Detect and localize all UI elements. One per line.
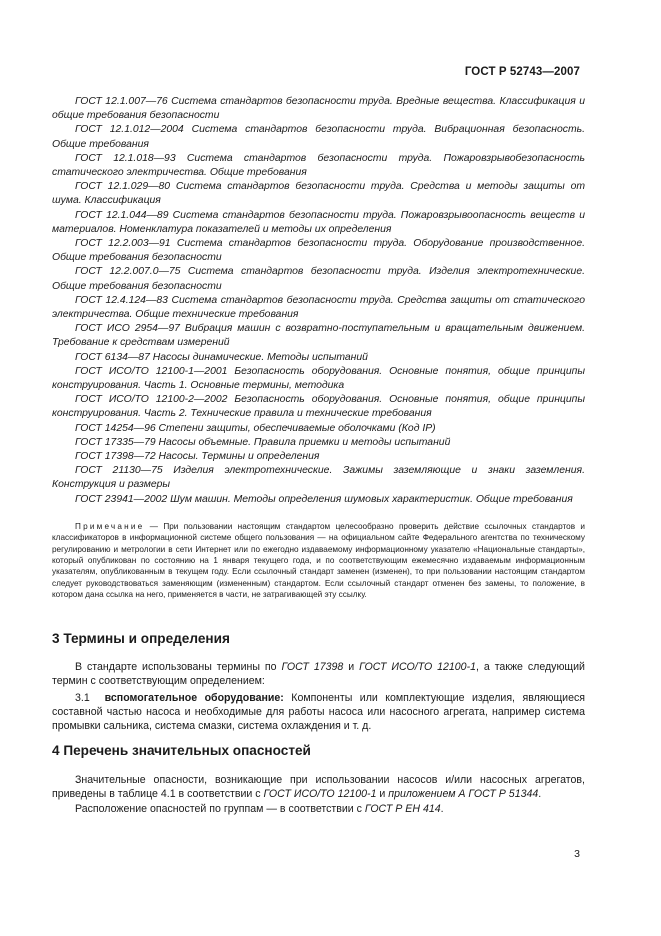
section-4-paragraph-2 [52, 802, 585, 816]
text-run: . [538, 788, 542, 801]
section-4-body [52, 773, 585, 816]
reference-item: ГОСТ 12.1.007—76 Система стандартов безопасности труда. Вредные вещества. Классификация и общие требования безопасности [52, 96, 585, 122]
reference-item: ГОСТ ИСО/ТО 12100-2—2002 Безопасность оборудования. Основные понятия, общие принципы конструирования. Часть 2. Технические правила и технические требования [52, 394, 585, 420]
reference-item: ГОСТ 17335—79 Насосы объемные. Правила приемки и методы испытаний [75, 436, 451, 448]
reference-item: ГОСТ 12.2.007.0—75 Система стандартов безопасности труда. Изделия электротехнические. Общие требования безопасности [52, 266, 585, 292]
normative-references-list [52, 95, 585, 507]
note-label: Примечание [75, 522, 145, 531]
text-run: , а также следующий термин с соответствующим определением: [52, 661, 585, 688]
text-run: Расположение опасностей по группам — в соответствии с [75, 802, 365, 815]
reference-item: ГОСТ 6134—87 Насосы динамические. Методы испытаний [75, 351, 368, 363]
references-note [52, 521, 585, 600]
text-run: и [376, 788, 389, 801]
reference-item: ГОСТ 12.1.029—80 Система стандартов безопасности труда. Средства и методы защиты от шума. Классификация [52, 181, 585, 207]
section-3-intro [52, 660, 585, 689]
term-definition [52, 691, 585, 734]
reference-item: ГОСТ 12.4.124—83 Система стандартов безопасности труда. Средства защиты от статического электричества. Общие технические требования [52, 294, 585, 321]
section-3-body [52, 660, 585, 733]
section-3-heading: 3 Термины и определения [52, 631, 230, 646]
document-id-header: ГОСТ Р 52743—2007 [464, 66, 580, 78]
term-definition-text: Компоненты или комплектующие изделия, являющиеся составной частью насоса и необходимые для работы насоса или насосного агрегата, например система промывки сальника, система смазки, система охлаждения и т. д. [52, 691, 586, 733]
text-run: В стандарте использованы термины по [75, 661, 282, 673]
term-name: вспомогательное оборудование: [104, 691, 284, 704]
term-number: 3.1 [75, 691, 90, 704]
section-4-heading: 4 Перечень значительных опасностей [52, 743, 311, 758]
standard-reference: ГОСТ ИСО/ТО 12100-1 [359, 661, 476, 673]
text-run: Значительные опасности, возникающие при использовании насосов и/или насосных агрегатов, приведены в таблице 4.1 в соответствии с [52, 774, 585, 801]
standard-reference: ГОСТ 17398 [281, 661, 344, 673]
text-run: и [343, 661, 360, 673]
note-text: — При пользовании настоящим стандартом целесообразно проверить действие ссылочных стандартов и классификаторов в информационной системе общего пользования — на официальном сайте Федерального агентства по техническому регулированию и метрологии в сети Интернет или по ежегодно издаваемому информационному указателю «Национальные стандарты», который опубликован по состоянию на 1 января текущего года, и по соответствующим ежемесячно издаваемым информационным указателям, опубликованным в текущем году. Если ссылочный стандарт заменен (изменен), то при пользовании настоящим стандартом следует руководствоваться заменяющим (измененным) стандартом. Если ссылочный стандарт отменен без замены, то положение, в котором дана ссылка на него, применяется в части, не затрагивающей эту ссылку. [52, 522, 585, 600]
reference-item: ГОСТ 12.1.012—2004 Система стандартов безопасности труда. Вибрационная безопасность. Общие требования [52, 124, 585, 150]
reference-item: ГОСТ 21130—75 Изделия электротехнические. Зажимы заземляющие и знаки заземления. Конструкция и размеры [52, 465, 585, 491]
reference-item: ГОСТ 12.2.003—91 Система стандартов безопасности труда. Оборудование производственное. Общие требования безопасности [52, 238, 585, 264]
reference-item: ГОСТ 17398—72 Насосы. Термины и определения [75, 451, 320, 463]
section-4-paragraph-1 [52, 773, 585, 802]
reference-item: ГОСТ 23941—2002 Шум машин. Методы определения шумовых характеристик. Общие требования [75, 493, 573, 505]
text-run: . [440, 802, 444, 815]
reference-item: ГОСТ 12.1.044—89 Система стандартов безопасности труда. Пожаровзрывоопасность веществ и материалов. Номенклатура показателей и методы их определения [52, 209, 585, 235]
reference-item: ГОСТ ИСО/ТО 12100-1—2001 Безопасность оборудования. Основные понятия, общие принципы конструирования. Часть 1. Основные термины, методика [52, 365, 585, 392]
reference-item: ГОСТ 12.1.018—93 Система стандартов безопасности труда. Пожаровзрывобезопасность статического электричества. Общие требования [52, 152, 585, 179]
standard-reference: ГОСТ Р ЕН 414 [364, 802, 441, 815]
standard-reference: ГОСТ ИСО/ТО 12100-1 [263, 788, 377, 801]
page-number: 3 [574, 848, 580, 860]
standard-reference: приложением А ГОСТ Р 51344 [388, 788, 539, 801]
reference-item: ГОСТ ИСО 2954—97 Вибрация машин с возвратно-поступательным и вращательным движением. Требование к средствам измерений [52, 323, 585, 349]
reference-item: ГОСТ 14254—96 Степени защиты, обеспечиваемые оболочками (Код IP) [75, 422, 436, 434]
